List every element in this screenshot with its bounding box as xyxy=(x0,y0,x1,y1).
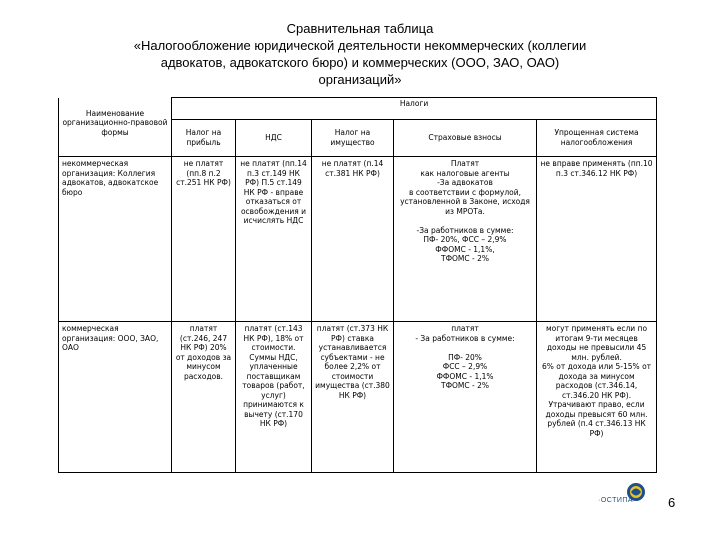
header-org-form: Наименование организационно-правовой формы xyxy=(59,98,172,157)
org-form-cell: коммерческая организация: ООО, ЗАО, ОАО xyxy=(59,322,172,473)
comparison-table xyxy=(58,97,657,473)
property-tax-cell: платят (ст.373 НК РФ) ставка устанавливается субъектами - не более 2,2% от стоимости имущества (ст.380 НК РФ) xyxy=(312,322,394,473)
usn-cell: могут применять если по итогам 9-ти месяцев доходы не превысили 45 млн. рублей. 6% от дохода или 5-15% от дохода за минусом расходов (ст.346.14, ст.346.20 НК РФ). Утрачивают право, если доходы превысят 60 млн. рублей (п.4 ст.346.13 НК РФ) xyxy=(537,322,657,473)
column-header: Налог на имущество xyxy=(312,120,394,157)
title-line: организаций» xyxy=(318,72,402,87)
column-header: Упрощенная система налогообложения xyxy=(537,120,657,157)
page-title xyxy=(40,20,680,88)
usn-cell: не вправе применять (пп.10 п.3 ст.346.12 НК РФ) xyxy=(537,157,657,322)
header-taxes: Налоги xyxy=(172,98,657,120)
org-form-cell: некоммерческая организация: Коллегия адвокатов, адвокатское бюро xyxy=(59,157,172,322)
table-row xyxy=(59,322,657,473)
title-line: адвокатов, адвокатского бюро) и коммерческих (ООО, ЗАО, ОАО) xyxy=(160,55,560,70)
table-row xyxy=(59,157,657,322)
column-header: НДС xyxy=(236,120,312,157)
vat-cell: платят (ст.143 НК РФ), 18% от стоимости. Суммы НДС, уплаченные поставщикам товаров (работ, услуг) принимаются к вычету (ст.170 НК РФ) xyxy=(236,322,312,473)
property-tax-cell: не платят (п.14 ст.381 НК РФ) xyxy=(312,157,394,322)
insurance-cell: платят - За работников в сумме: ПФ- 20% ФСС – 2,9% ФФОМС - 1,1% ТФОМС - 2% xyxy=(394,322,537,473)
profit-tax-cell: не платят (пп.8 п.2 ст.251 НК РФ) xyxy=(172,157,236,322)
title-line: Сравнительная таблица xyxy=(286,21,434,36)
logo-text: ·ОСТИПА· xyxy=(598,497,636,504)
title-line: «Налогообложение юридической деятельности некоммерческих (коллегии xyxy=(133,38,587,53)
profit-tax-cell: платят (ст.246, 247 НК РФ) 20% от доходов за минусом расходов. xyxy=(172,322,236,473)
column-header: Налог на прибыль xyxy=(172,120,236,157)
vat-cell: не платят (пп.14 п.3 ст.149 НК РФ) П.5 ст.149 НК РФ - вправе отказаться от освобождения и исчислять НДС xyxy=(236,157,312,322)
page-number: 6 xyxy=(668,495,676,510)
insurance-cell: Платят как налоговые агенты -За адвокатов в соответствии с формулой, установленной в Законе, исходя из МРОТа. -За работников в сумме: ПФ- 20%, ФСС – 2,9% ФФОМС - 1,1%, ТФОМС - 2% xyxy=(394,157,537,322)
column-header: Страховые взносы xyxy=(394,120,537,157)
